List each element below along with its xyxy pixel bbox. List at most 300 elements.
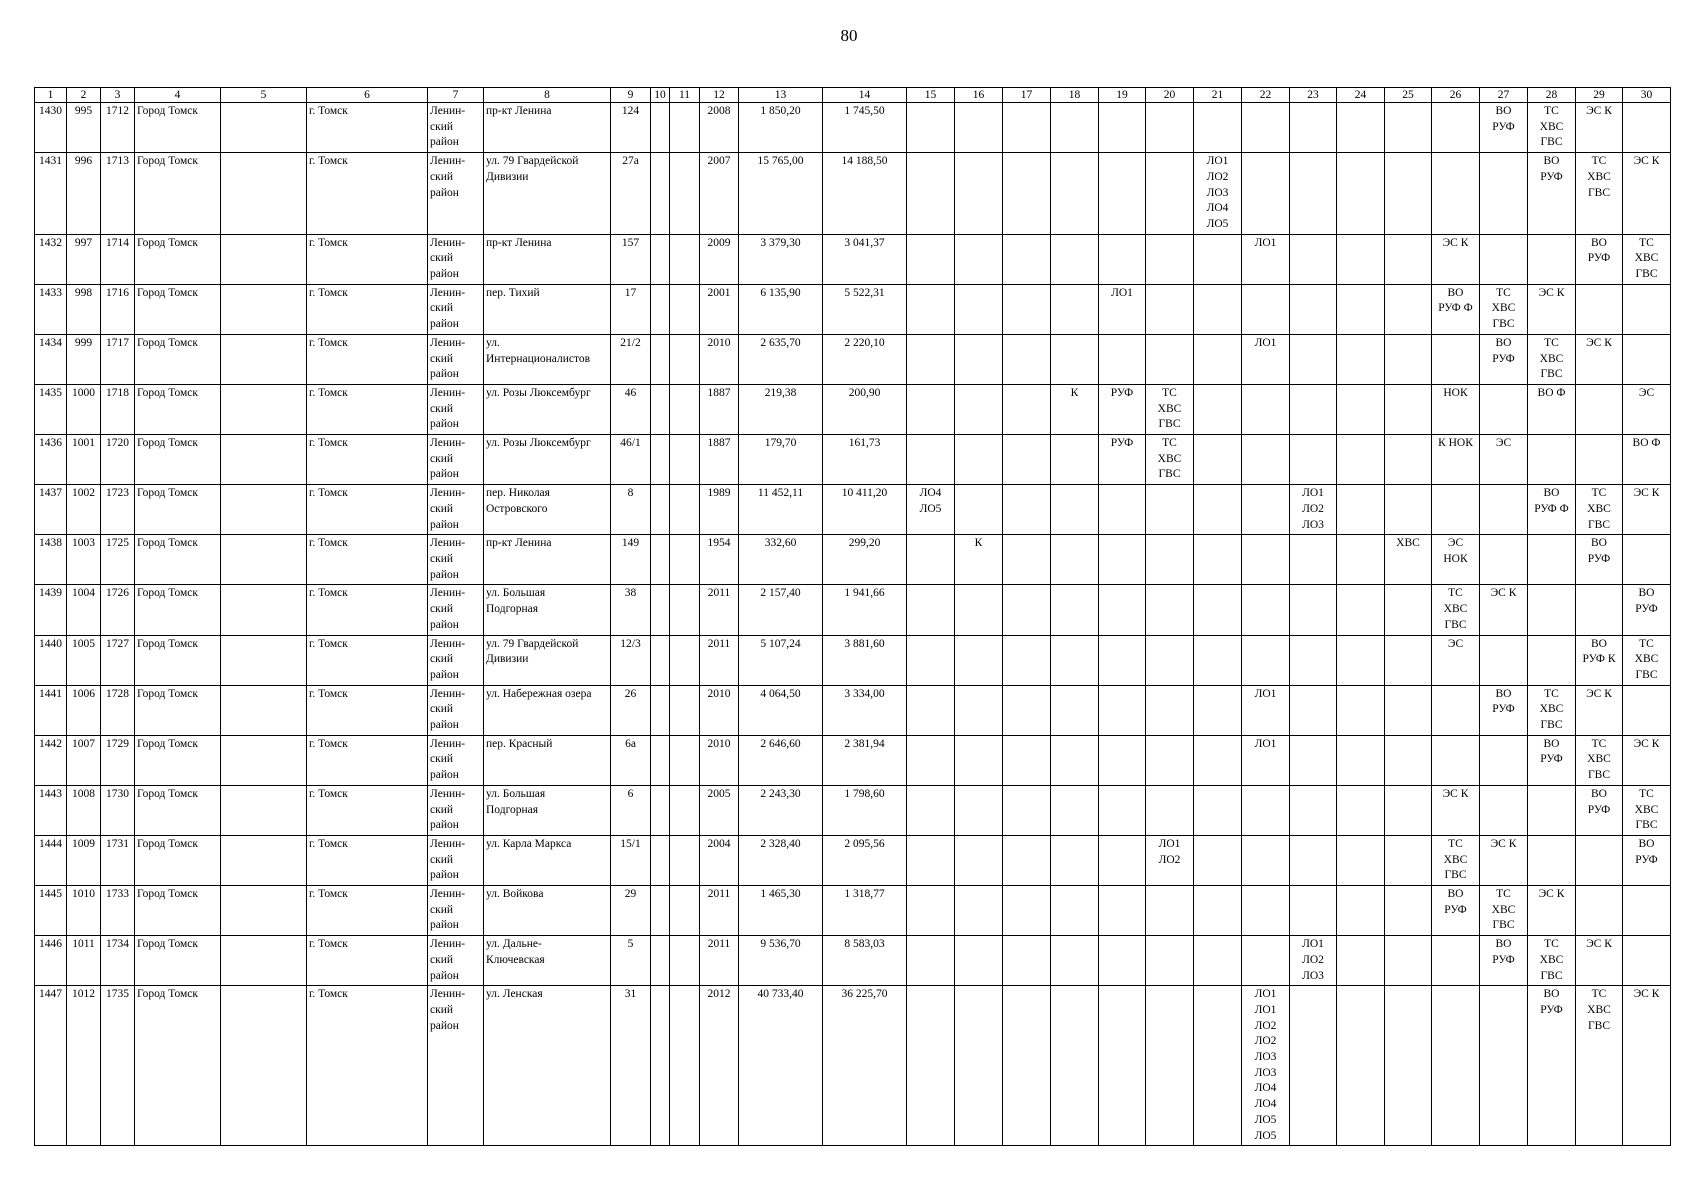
cell-col-16 — [955, 485, 1003, 535]
cell-col-27: ВО РУФ — [1480, 685, 1528, 735]
cell-col-25 — [1385, 153, 1432, 235]
cell-col-13: 219,38 — [739, 384, 823, 434]
cell-col-19 — [1099, 785, 1146, 835]
cell-col-10 — [651, 685, 670, 735]
cell-col-27: ЭС К — [1480, 585, 1528, 635]
cell-col-14: 5 522,31 — [823, 284, 907, 334]
cell-col-9: 17 — [611, 284, 651, 334]
cell-col-25 — [1385, 284, 1432, 334]
cell-col-27 — [1480, 535, 1528, 585]
cell-col-26 — [1432, 735, 1480, 785]
cell-col-12: 2011 — [700, 936, 739, 986]
cell-col-15 — [907, 435, 955, 485]
cell-col-5 — [221, 585, 307, 635]
cell-col-4: Город Томск — [135, 685, 221, 735]
cell-col-19 — [1099, 936, 1146, 986]
column-header-22: 22 — [1242, 88, 1290, 103]
cell-col-7: Ленин- ский район — [428, 334, 484, 384]
cell-col-10 — [651, 886, 670, 936]
cell-col-15 — [907, 153, 955, 235]
cell-col-13: 9 536,70 — [739, 936, 823, 986]
cell-col-29 — [1576, 835, 1623, 885]
cell-col-13: 179,70 — [739, 435, 823, 485]
cell-col-13: 1 465,30 — [739, 886, 823, 936]
cell-col-29: ЭС К — [1576, 334, 1623, 384]
table-row — [35, 485, 1671, 535]
cell-col-13: 2 646,60 — [739, 735, 823, 785]
cell-col-21 — [1194, 936, 1242, 986]
cell-col-19 — [1099, 485, 1146, 535]
cell-col-1: 1442 — [35, 735, 67, 785]
cell-col-1: 1436 — [35, 435, 67, 485]
cell-col-28: ВО РУФ Ф — [1528, 485, 1576, 535]
cell-col-25 — [1385, 936, 1432, 986]
cell-col-21: ЛО1 ЛО2 ЛО3 ЛО4 ЛО5 — [1194, 153, 1242, 235]
cell-col-22 — [1242, 153, 1290, 235]
cell-col-1: 1441 — [35, 685, 67, 735]
cell-col-25 — [1385, 334, 1432, 384]
cell-col-19 — [1099, 886, 1146, 936]
column-header-30: 30 — [1623, 88, 1671, 103]
cell-col-4: Город Томск — [135, 284, 221, 334]
cell-col-6: г. Томск — [307, 936, 428, 986]
cell-col-14: 3 881,60 — [823, 635, 907, 685]
cell-col-14: 2 381,94 — [823, 735, 907, 785]
table-row — [35, 585, 1671, 635]
cell-col-15 — [907, 535, 955, 585]
cell-col-30: ВО РУФ — [1623, 585, 1671, 635]
cell-col-20 — [1146, 284, 1194, 334]
cell-col-18 — [1051, 535, 1099, 585]
cell-col-22: ЛО1 — [1242, 334, 1290, 384]
cell-col-3: 1714 — [101, 234, 135, 284]
table-row — [35, 435, 1671, 485]
cell-col-11 — [670, 535, 700, 585]
cell-col-2: 995 — [67, 103, 101, 153]
cell-col-30 — [1623, 334, 1671, 384]
cell-col-1: 1434 — [35, 334, 67, 384]
column-header-28: 28 — [1528, 88, 1576, 103]
cell-col-21 — [1194, 735, 1242, 785]
cell-col-22 — [1242, 886, 1290, 936]
cell-col-26 — [1432, 485, 1480, 535]
cell-col-18 — [1051, 334, 1099, 384]
cell-col-9: 157 — [611, 234, 651, 284]
cell-col-16 — [955, 986, 1003, 1146]
cell-col-21 — [1194, 485, 1242, 535]
page-number: 80 — [840, 26, 858, 45]
column-header-27: 27 — [1480, 88, 1528, 103]
column-header-20: 20 — [1146, 88, 1194, 103]
cell-col-5 — [221, 103, 307, 153]
cell-col-29: ЭС К — [1576, 936, 1623, 986]
cell-col-20: ТС ХВС ГВС — [1146, 384, 1194, 434]
cell-col-30 — [1623, 886, 1671, 936]
cell-col-2: 1002 — [67, 485, 101, 535]
cell-col-27: ТС ХВС ГВС — [1480, 886, 1528, 936]
cell-col-23 — [1290, 585, 1337, 635]
cell-col-12: 2001 — [700, 284, 739, 334]
cell-col-19 — [1099, 334, 1146, 384]
cell-col-21 — [1194, 886, 1242, 936]
cell-col-27 — [1480, 234, 1528, 284]
table-row — [35, 384, 1671, 434]
column-header-23: 23 — [1290, 88, 1337, 103]
cell-col-14: 14 188,50 — [823, 153, 907, 235]
cell-col-25 — [1385, 835, 1432, 885]
cell-col-19 — [1099, 835, 1146, 885]
cell-col-10 — [651, 785, 670, 835]
cell-col-16 — [955, 284, 1003, 334]
cell-col-5 — [221, 334, 307, 384]
cell-col-28: ВО Ф — [1528, 384, 1576, 434]
cell-col-12: 2005 — [700, 785, 739, 835]
cell-col-13: 6 135,90 — [739, 284, 823, 334]
cell-col-8: пер. Красный — [484, 735, 611, 785]
cell-col-2: 1011 — [67, 936, 101, 986]
cell-col-23 — [1290, 835, 1337, 885]
cell-col-11 — [670, 103, 700, 153]
column-header-18: 18 — [1051, 88, 1099, 103]
cell-col-29 — [1576, 384, 1623, 434]
cell-col-14: 1 318,77 — [823, 886, 907, 936]
cell-col-17 — [1003, 284, 1051, 334]
column-header-4: 4 — [135, 88, 221, 103]
header-row — [35, 88, 1671, 103]
cell-col-2: 996 — [67, 153, 101, 235]
cell-col-30: ЭС К — [1623, 986, 1671, 1146]
cell-col-5 — [221, 685, 307, 735]
cell-col-15 — [907, 936, 955, 986]
column-header-25: 25 — [1385, 88, 1432, 103]
cell-col-4: Город Томск — [135, 535, 221, 585]
cell-col-12: 2011 — [700, 635, 739, 685]
cell-col-7: Ленин- ский район — [428, 886, 484, 936]
cell-col-1: 1432 — [35, 234, 67, 284]
cell-col-1: 1446 — [35, 936, 67, 986]
cell-col-8: ул. Розы Люксембург — [484, 435, 611, 485]
cell-col-3: 1730 — [101, 785, 135, 835]
cell-col-24 — [1337, 785, 1385, 835]
cell-col-22 — [1242, 936, 1290, 986]
cell-col-18 — [1051, 986, 1099, 1146]
column-header-21: 21 — [1194, 88, 1242, 103]
table-row — [35, 735, 1671, 785]
cell-col-18 — [1051, 284, 1099, 334]
cell-col-17 — [1003, 735, 1051, 785]
cell-col-1: 1440 — [35, 635, 67, 685]
cell-col-20 — [1146, 685, 1194, 735]
cell-col-10 — [651, 435, 670, 485]
cell-col-6: г. Томск — [307, 735, 428, 785]
cell-col-5 — [221, 635, 307, 685]
cell-col-14: 200,90 — [823, 384, 907, 434]
cell-col-29: ВО РУФ — [1576, 785, 1623, 835]
cell-col-12: 2008 — [700, 103, 739, 153]
cell-col-12: 1887 — [700, 384, 739, 434]
cell-col-8: ул. Розы Люксембург — [484, 384, 611, 434]
cell-col-4: Город Томск — [135, 103, 221, 153]
cell-col-30: ТС ХВС ГВС — [1623, 635, 1671, 685]
cell-col-18 — [1051, 234, 1099, 284]
cell-col-18 — [1051, 735, 1099, 785]
cell-col-22: ЛО1 — [1242, 735, 1290, 785]
cell-col-30 — [1623, 284, 1671, 334]
cell-col-10 — [651, 284, 670, 334]
cell-col-22 — [1242, 635, 1290, 685]
cell-col-25 — [1385, 585, 1432, 635]
cell-col-28: ТС ХВС ГВС — [1528, 936, 1576, 986]
cell-col-3: 1723 — [101, 485, 135, 535]
cell-col-27 — [1480, 785, 1528, 835]
cell-col-17 — [1003, 153, 1051, 235]
cell-col-22: ЛО1 — [1242, 685, 1290, 735]
cell-col-25 — [1385, 785, 1432, 835]
cell-col-17 — [1003, 785, 1051, 835]
cell-col-17 — [1003, 485, 1051, 535]
cell-col-5 — [221, 785, 307, 835]
cell-col-4: Город Томск — [135, 886, 221, 936]
column-header-2: 2 — [67, 88, 101, 103]
cell-col-12: 2012 — [700, 986, 739, 1146]
cell-col-22 — [1242, 103, 1290, 153]
cell-col-26: ЭС — [1432, 635, 1480, 685]
cell-col-26 — [1432, 153, 1480, 235]
cell-col-1: 1447 — [35, 986, 67, 1146]
cell-col-5 — [221, 735, 307, 785]
cell-col-25 — [1385, 986, 1432, 1146]
cell-col-27: ЭС К — [1480, 835, 1528, 885]
cell-col-13: 2 635,70 — [739, 334, 823, 384]
cell-col-16 — [955, 585, 1003, 635]
cell-col-9: 31 — [611, 986, 651, 1146]
cell-col-15 — [907, 635, 955, 685]
cell-col-19 — [1099, 103, 1146, 153]
cell-col-11 — [670, 284, 700, 334]
cell-col-27: ВО РУФ — [1480, 936, 1528, 986]
cell-col-27 — [1480, 635, 1528, 685]
cell-col-25 — [1385, 234, 1432, 284]
cell-col-23 — [1290, 153, 1337, 235]
cell-col-5 — [221, 384, 307, 434]
cell-col-12: 2010 — [700, 735, 739, 785]
cell-col-3: 1734 — [101, 936, 135, 986]
column-header-8: 8 — [484, 88, 611, 103]
cell-col-7: Ленин- ский район — [428, 103, 484, 153]
table-row — [35, 685, 1671, 735]
cell-col-3: 1712 — [101, 103, 135, 153]
cell-col-28: ВО РУФ — [1528, 735, 1576, 785]
cell-col-6: г. Томск — [307, 153, 428, 235]
cell-col-25 — [1385, 886, 1432, 936]
cell-col-28: ТС ХВС ГВС — [1528, 685, 1576, 735]
cell-col-18 — [1051, 153, 1099, 235]
table-row — [35, 153, 1671, 235]
cell-col-29 — [1576, 435, 1623, 485]
cell-col-27 — [1480, 485, 1528, 535]
cell-col-20 — [1146, 936, 1194, 986]
cell-col-30: ЭС К — [1623, 735, 1671, 785]
cell-col-9: 5 — [611, 936, 651, 986]
cell-col-21 — [1194, 986, 1242, 1146]
cell-col-15 — [907, 284, 955, 334]
cell-col-14: 1 745,50 — [823, 103, 907, 153]
cell-col-30: ВО Ф — [1623, 435, 1671, 485]
table-row — [35, 986, 1671, 1146]
cell-col-17 — [1003, 334, 1051, 384]
cell-col-2: 1010 — [67, 886, 101, 936]
cell-col-13: 332,60 — [739, 535, 823, 585]
cell-col-20 — [1146, 334, 1194, 384]
cell-col-22: ЛО1 ЛО1 ЛО2 ЛО2 ЛО3 ЛО3 ЛО4 ЛО4 ЛО5 ЛО5 — [1242, 986, 1290, 1146]
cell-col-4: Город Томск — [135, 986, 221, 1146]
cell-col-13: 40 733,40 — [739, 986, 823, 1146]
cell-col-11 — [670, 785, 700, 835]
cell-col-24 — [1337, 735, 1385, 785]
cell-col-28: ЭС К — [1528, 886, 1576, 936]
cell-col-13: 2 328,40 — [739, 835, 823, 885]
cell-col-11 — [670, 936, 700, 986]
cell-col-15 — [907, 103, 955, 153]
cell-col-29: ТС ХВС ГВС — [1576, 485, 1623, 535]
cell-col-10 — [651, 103, 670, 153]
cell-col-27 — [1480, 384, 1528, 434]
table-body — [35, 103, 1671, 1146]
cell-col-26: ВО РУФ Ф — [1432, 284, 1480, 334]
cell-col-17 — [1003, 435, 1051, 485]
cell-col-2: 998 — [67, 284, 101, 334]
cell-col-6: г. Томск — [307, 886, 428, 936]
cell-col-12: 2011 — [700, 886, 739, 936]
cell-col-25 — [1385, 103, 1432, 153]
column-header-5: 5 — [221, 88, 307, 103]
cell-col-25: ХВС — [1385, 535, 1432, 585]
table-row — [35, 284, 1671, 334]
cell-col-29: ВО РУФ — [1576, 234, 1623, 284]
cell-col-26: НОК — [1432, 384, 1480, 434]
cell-col-3: 1725 — [101, 535, 135, 585]
cell-col-16 — [955, 384, 1003, 434]
cell-col-25 — [1385, 435, 1432, 485]
cell-col-9: 6 — [611, 785, 651, 835]
cell-col-28 — [1528, 234, 1576, 284]
cell-col-26 — [1432, 103, 1480, 153]
column-header-24: 24 — [1337, 88, 1385, 103]
cell-col-19 — [1099, 585, 1146, 635]
cell-col-15 — [907, 986, 955, 1146]
cell-col-30: ЭС — [1623, 384, 1671, 434]
cell-col-9: 38 — [611, 585, 651, 635]
cell-col-17 — [1003, 585, 1051, 635]
cell-col-7: Ленин- ский район — [428, 153, 484, 235]
column-header-17: 17 — [1003, 88, 1051, 103]
cell-col-8: ул. Карла Маркса — [484, 835, 611, 885]
cell-col-8: ул. Большая Подгорная — [484, 785, 611, 835]
cell-col-29: ТС ХВС ГВС — [1576, 153, 1623, 235]
cell-col-10 — [651, 735, 670, 785]
cell-col-22 — [1242, 384, 1290, 434]
cell-col-3: 1733 — [101, 886, 135, 936]
cell-col-20 — [1146, 535, 1194, 585]
data-table — [34, 87, 1671, 1146]
cell-col-26: К НОК — [1432, 435, 1480, 485]
cell-col-20 — [1146, 485, 1194, 535]
cell-col-3: 1731 — [101, 835, 135, 885]
cell-col-26: ТС ХВС ГВС — [1432, 585, 1480, 635]
cell-col-26 — [1432, 334, 1480, 384]
cell-col-9: 21/2 — [611, 334, 651, 384]
cell-col-24 — [1337, 103, 1385, 153]
cell-col-9: 46/1 — [611, 435, 651, 485]
cell-col-4: Город Томск — [135, 735, 221, 785]
cell-col-2: 999 — [67, 334, 101, 384]
cell-col-19 — [1099, 986, 1146, 1146]
cell-col-28: ТС ХВС ГВС — [1528, 103, 1576, 153]
cell-col-9: 124 — [611, 103, 651, 153]
cell-col-26 — [1432, 685, 1480, 735]
cell-col-24 — [1337, 334, 1385, 384]
cell-col-15 — [907, 835, 955, 885]
cell-col-16 — [955, 435, 1003, 485]
cell-col-23 — [1290, 886, 1337, 936]
cell-col-30: ТС ХВС ГВС — [1623, 234, 1671, 284]
cell-col-14: 3 041,37 — [823, 234, 907, 284]
cell-col-16 — [955, 735, 1003, 785]
cell-col-22 — [1242, 485, 1290, 535]
cell-col-24 — [1337, 284, 1385, 334]
cell-col-27: ЭС — [1480, 435, 1528, 485]
cell-col-8: ул. Войкова — [484, 886, 611, 936]
cell-col-6: г. Томск — [307, 334, 428, 384]
cell-col-19 — [1099, 635, 1146, 685]
cell-col-25 — [1385, 685, 1432, 735]
cell-col-23 — [1290, 535, 1337, 585]
cell-col-19: ЛО1 — [1099, 284, 1146, 334]
cell-col-20: ЛО1 ЛО2 — [1146, 835, 1194, 885]
cell-col-1: 1431 — [35, 153, 67, 235]
cell-col-8: пер. Тихий — [484, 284, 611, 334]
cell-col-24 — [1337, 485, 1385, 535]
cell-col-8: ул. 79 Гвардейской Дивизии — [484, 153, 611, 235]
cell-col-11 — [670, 986, 700, 1146]
cell-col-30: ТС ХВС ГВС — [1623, 785, 1671, 835]
cell-col-17 — [1003, 234, 1051, 284]
cell-col-12: 2004 — [700, 835, 739, 885]
cell-col-3: 1729 — [101, 735, 135, 785]
cell-col-5 — [221, 485, 307, 535]
cell-col-24 — [1337, 936, 1385, 986]
cell-col-10 — [651, 153, 670, 235]
cell-col-2: 1009 — [67, 835, 101, 885]
cell-col-7: Ленин- ский район — [428, 284, 484, 334]
cell-col-18 — [1051, 835, 1099, 885]
cell-col-13: 2 243,30 — [739, 785, 823, 835]
cell-col-11 — [670, 234, 700, 284]
cell-col-11 — [670, 435, 700, 485]
cell-col-2: 1006 — [67, 685, 101, 735]
cell-col-18 — [1051, 635, 1099, 685]
cell-col-10 — [651, 535, 670, 585]
cell-col-6: г. Томск — [307, 435, 428, 485]
cell-col-15 — [907, 334, 955, 384]
cell-col-6: г. Томск — [307, 284, 428, 334]
cell-col-28 — [1528, 585, 1576, 635]
cell-col-1: 1435 — [35, 384, 67, 434]
column-header-19: 19 — [1099, 88, 1146, 103]
cell-col-18 — [1051, 785, 1099, 835]
cell-col-22 — [1242, 835, 1290, 885]
cell-col-27: ТС ХВС ГВС — [1480, 284, 1528, 334]
